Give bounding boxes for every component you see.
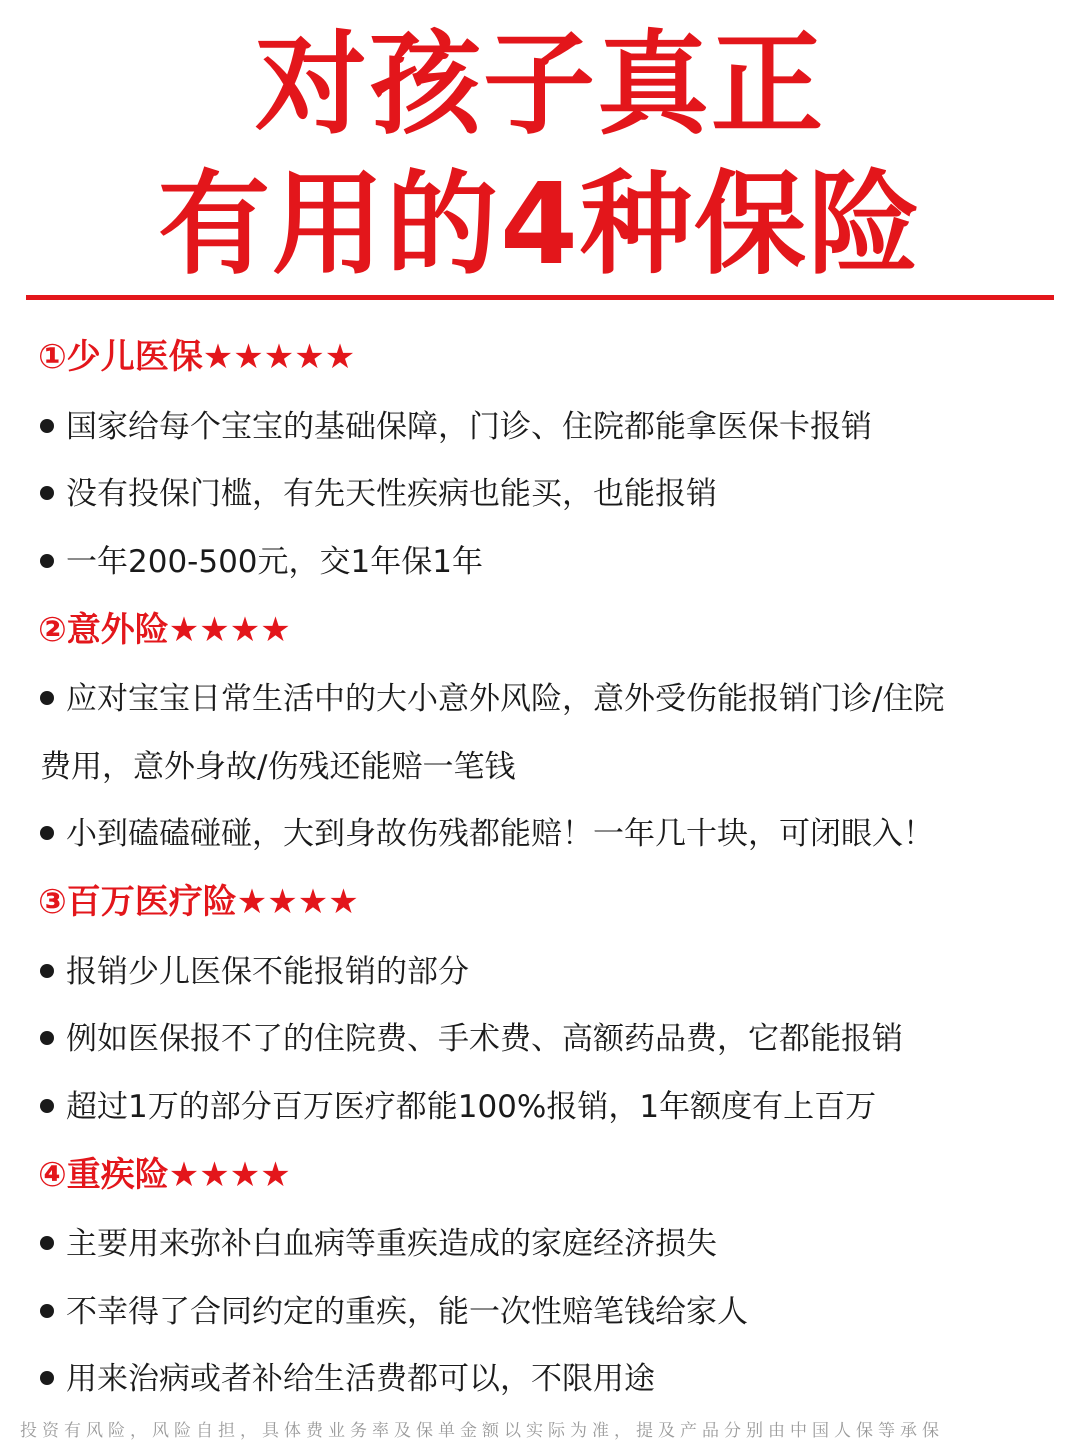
bullet-icon (40, 554, 54, 568)
section-heading-accident-insurance: ②意外险★★★★ (38, 610, 291, 650)
bullet-icon (40, 964, 54, 978)
title-divider (26, 295, 1054, 300)
bullet-icon (40, 419, 54, 433)
list-item (40, 472, 717, 516)
list-item-text: 费用，意外身故/伤残还能赔一笔钱 (40, 749, 516, 785)
list-item-text: 国家给每个宝宝的基础保障，门诊、住院都能拿医保卡报销 (66, 409, 872, 445)
bullet-icon (40, 1099, 54, 1113)
bullet-icon (40, 826, 54, 840)
section-heading-million-medical-insurance: ③百万医疗险★★★★ (38, 882, 359, 922)
list-item-text: 例如医保报不了的住院费、手术费、高额药品费，它都能报销 (66, 1021, 903, 1057)
list-item-text: 应对宝宝日常生活中的大小意外风险，意外受伤能报销门诊/住院 (66, 681, 945, 717)
bullet-icon (40, 1031, 54, 1045)
section-heading-critical-illness-insurance: ④重疾险★★★★ (38, 1155, 291, 1195)
list-item-text: 主要用来弥补白血病等重疾造成的家庭经济损失 (66, 1226, 717, 1262)
bullet-icon (40, 691, 54, 705)
list-item-text: 不幸得了合同约定的重疾，能一次性赔笔钱给家人 (66, 1294, 748, 1330)
risk-disclaimer: 投资有风险，风险自担，具体费业务率及保单金额以实际为准，提及产品分别由中国人保等承保 (20, 1421, 944, 1440)
list-item (40, 950, 469, 994)
list-item (40, 677, 944, 721)
bullet-icon (40, 1371, 54, 1385)
list-item-text: 超过1万的部分百万医疗都能100%报销，1年额度有上百万 (66, 1089, 877, 1125)
list-item-text: 一年200-500元，交1年保1年 (66, 544, 483, 580)
list-item-text: 用来治病或者补给生活费都可以，不限用途 (66, 1361, 655, 1397)
list-item (40, 1357, 655, 1401)
bullet-icon (40, 486, 54, 500)
list-item-continuation (40, 745, 515, 789)
list-item (40, 1290, 748, 1334)
list-item-text: 报销少儿医保不能报销的部分 (66, 954, 469, 990)
list-item (40, 1222, 717, 1266)
list-item (40, 405, 872, 449)
bullet-icon (40, 1304, 54, 1318)
list-item-text: 没有投保门槛，有先天性疾病也能买，也能报销 (66, 476, 717, 512)
list-item (40, 1085, 876, 1129)
page-title-line-1: 对孩子真正 (255, 20, 825, 150)
list-item (40, 1017, 903, 1061)
bullet-icon (40, 1236, 54, 1250)
list-item-text: 小到磕磕碰碰，大到身故伤残都能赔！一年几十块，可闭眼入！ (66, 816, 934, 852)
page-title-line-2: 有用的4种保险 (158, 160, 922, 290)
section-heading-child-medical-insurance: ①少儿医保★★★★★ (38, 337, 356, 377)
list-item (40, 540, 483, 584)
list-item (40, 812, 934, 856)
